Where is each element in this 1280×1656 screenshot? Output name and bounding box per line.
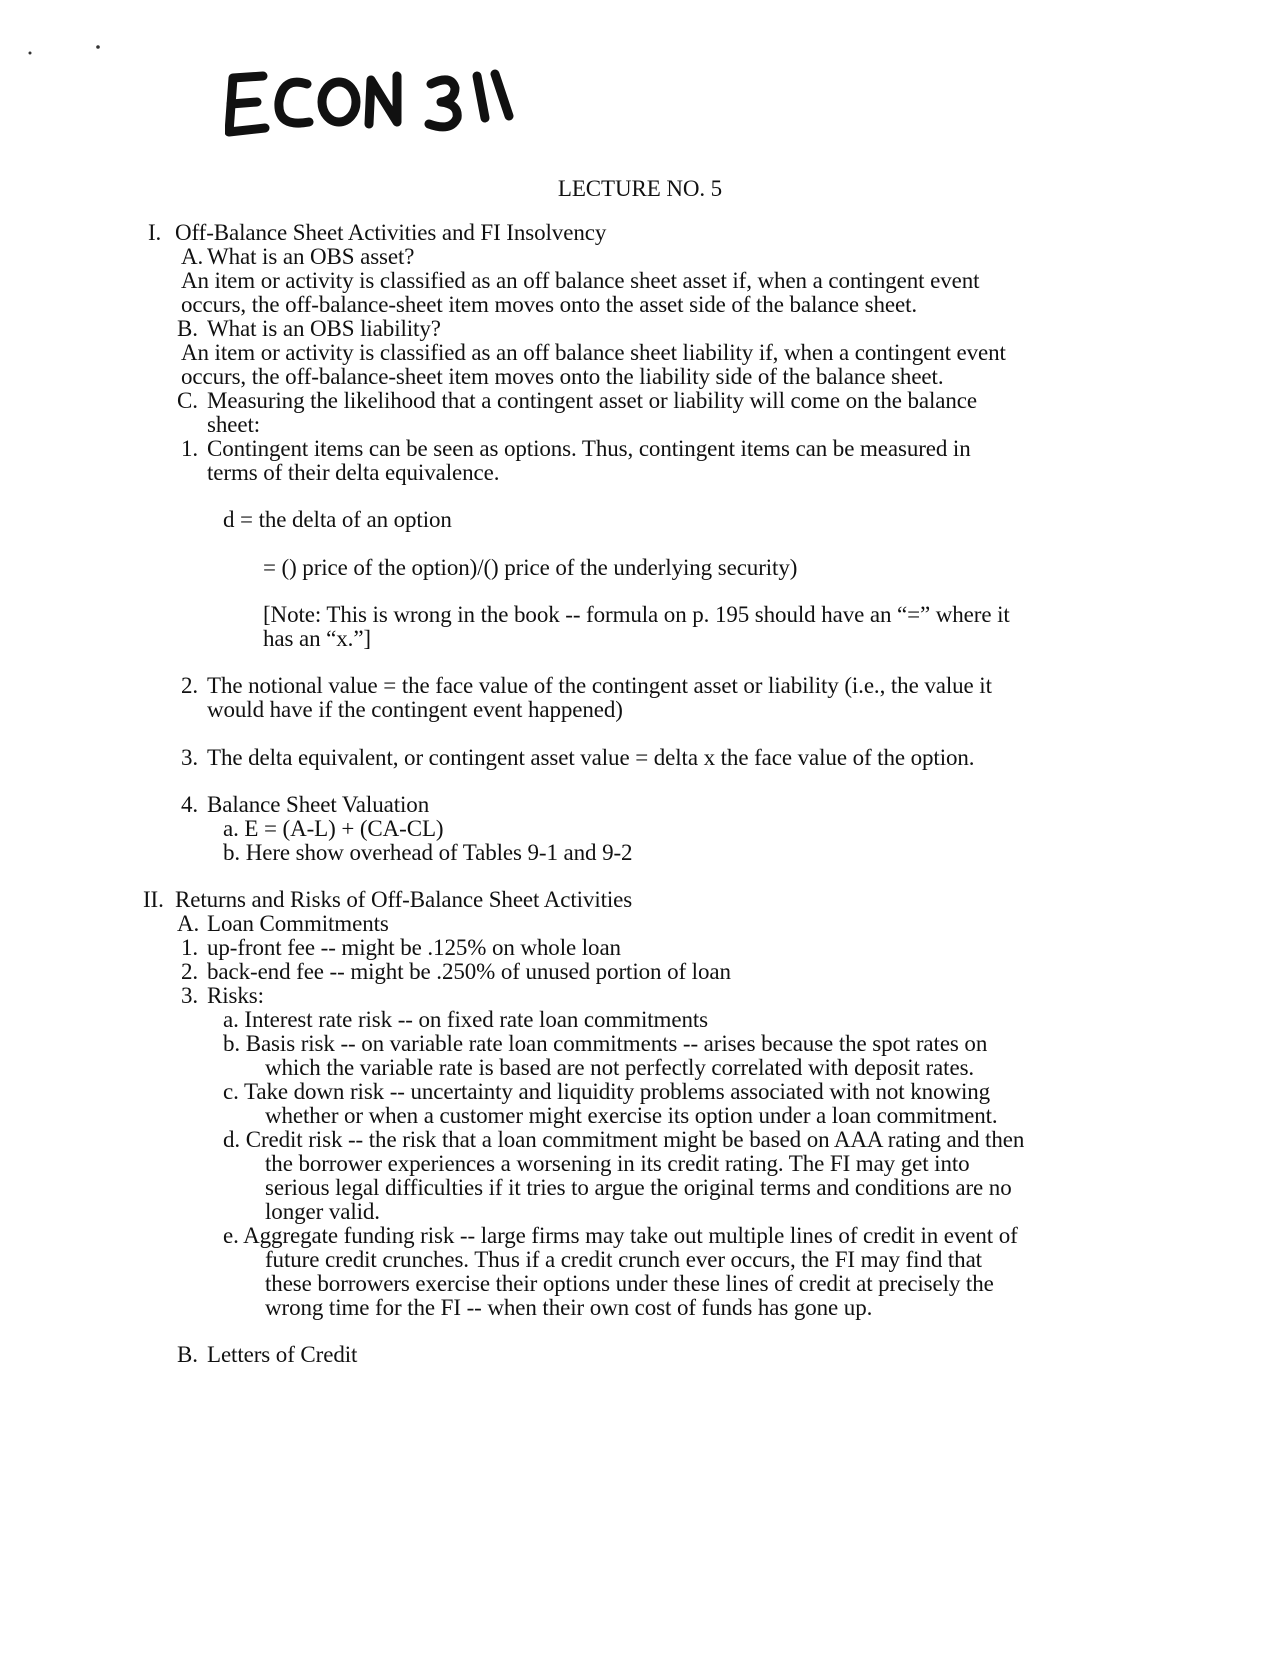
section-1-title: Off-Balance Sheet Activities and FI Insolvency bbox=[175, 220, 607, 245]
list-item-3-line: 3. The delta equivalent, or contingent asset value = delta x the face value of the option. bbox=[181, 745, 975, 770]
section-1-heading bbox=[148, 220, 606, 246]
risk-d-line: d. Credit risk -- the risk that a loan commitment might be based on AAA rating and then bbox=[223, 1127, 1025, 1152]
list-item-line: 2. back-end fee -- might be .250% of unused portion of loan bbox=[181, 959, 731, 984]
risk-e-line: future credit crunches. Thus if a credit crunch ever occurs, the FI may find that bbox=[265, 1247, 982, 1272]
list-item-4a: a. E = (A-L) + (CA-CL) bbox=[223, 816, 444, 841]
risk-d-line: serious legal difficulties if it tries to argue the original terms and conditions are no bbox=[265, 1175, 1012, 1200]
subsection-1c-heading: C. Measuring the likelihood that a contingent asset or liability will come on the balance bbox=[177, 388, 977, 413]
list-item-2-line: 2. The notional value = the face value of the contingent asset or liability (i.e., the value it bbox=[181, 673, 992, 698]
section-1-numeral: I. bbox=[148, 220, 162, 245]
subsection-1b-heading: B. What is an OBS liability? bbox=[177, 316, 441, 341]
delta-formula: = () price of the option)/() price of the underlying security) bbox=[263, 555, 798, 580]
risk-e-line: wrong time for the FI -- when their own cost of funds has gone up. bbox=[265, 1295, 873, 1320]
scan-speck-marks bbox=[0, 0, 120, 60]
list-item-line: 1. up-front fee -- might be .125% on whole loan bbox=[181, 935, 621, 960]
risk-b-line: b. Basis risk -- on variable rate loan commitments -- arises because the spot rates on bbox=[223, 1031, 988, 1056]
subsection-1a-heading: A. What is an OBS asset? bbox=[181, 244, 415, 269]
list-item-1-line: 1. Contingent items can be seen as options. Thus, contingent items can be measured in bbox=[181, 436, 971, 461]
list-item-line: 3. Risks: bbox=[181, 983, 264, 1008]
risk-e-line: these borrowers exercise their options under these lines of credit at precisely the bbox=[265, 1271, 994, 1296]
risk-d-line: the borrower experiences a worsening in its credit rating. The FI may get into bbox=[265, 1151, 970, 1176]
section-2-title: Returns and Risks of Off-Balance Sheet Activities bbox=[175, 887, 633, 912]
note-line: [Note: This is wrong in the book -- formula on p. 195 should have an “=” where it bbox=[263, 602, 1010, 627]
subsection-1b-body-line: occurs, the off-balance-sheet item moves onto the liability side of the balance sheet. bbox=[181, 364, 944, 389]
list-item-2-line: would have if the contingent event happened) bbox=[207, 697, 623, 722]
delta-definition: d = the delta of an option bbox=[223, 507, 452, 532]
risk-a-line: a. Interest rate risk -- on fixed rate loan commitments bbox=[223, 1007, 708, 1032]
subsection-2b-heading: B. Letters of Credit bbox=[177, 1342, 358, 1367]
list-item-1-line: terms of their delta equivalence. bbox=[207, 460, 500, 485]
risk-d-line: longer valid. bbox=[265, 1199, 380, 1224]
risk-b-line: which the variable rate is based are not perfectly correlated with deposit rates. bbox=[265, 1055, 975, 1080]
subsection-1c-heading-cont: sheet: bbox=[207, 412, 261, 437]
handwritten-course-title bbox=[225, 62, 525, 144]
risk-c-line: whether or when a customer might exercise its option under a loan commitment. bbox=[265, 1103, 998, 1128]
subsection-1a-body-line: An item or activity is classified as an off balance sheet asset if, when a contingent event bbox=[181, 268, 980, 293]
list-item-4-line: 4. Balance Sheet Valuation bbox=[181, 792, 430, 817]
risk-c-line: c. Take down risk -- uncertainty and liquidity problems associated with not knowing bbox=[223, 1079, 991, 1104]
lecture-title: LECTURE NO. 5 bbox=[557, 176, 723, 201]
section-2-numeral: II. bbox=[143, 887, 164, 912]
subsection-1b-body-line: An item or activity is classified as an off balance sheet liability if, when a contingent event bbox=[181, 340, 1006, 365]
subsection-1a-body-line: occurs, the off-balance-sheet item moves onto the asset side of the balance sheet. bbox=[181, 292, 918, 317]
risk-e-line: e. Aggregate funding risk -- large firms may take out multiple lines of credit in event of bbox=[223, 1223, 1018, 1248]
subsection-2a-heading: A. Loan Commitments bbox=[177, 911, 389, 936]
section-2-heading bbox=[143, 887, 632, 913]
note-line: has an “x.”] bbox=[263, 626, 371, 651]
list-item-4b: b. Here show overhead of Tables 9-1 and 9-2 bbox=[223, 840, 633, 865]
